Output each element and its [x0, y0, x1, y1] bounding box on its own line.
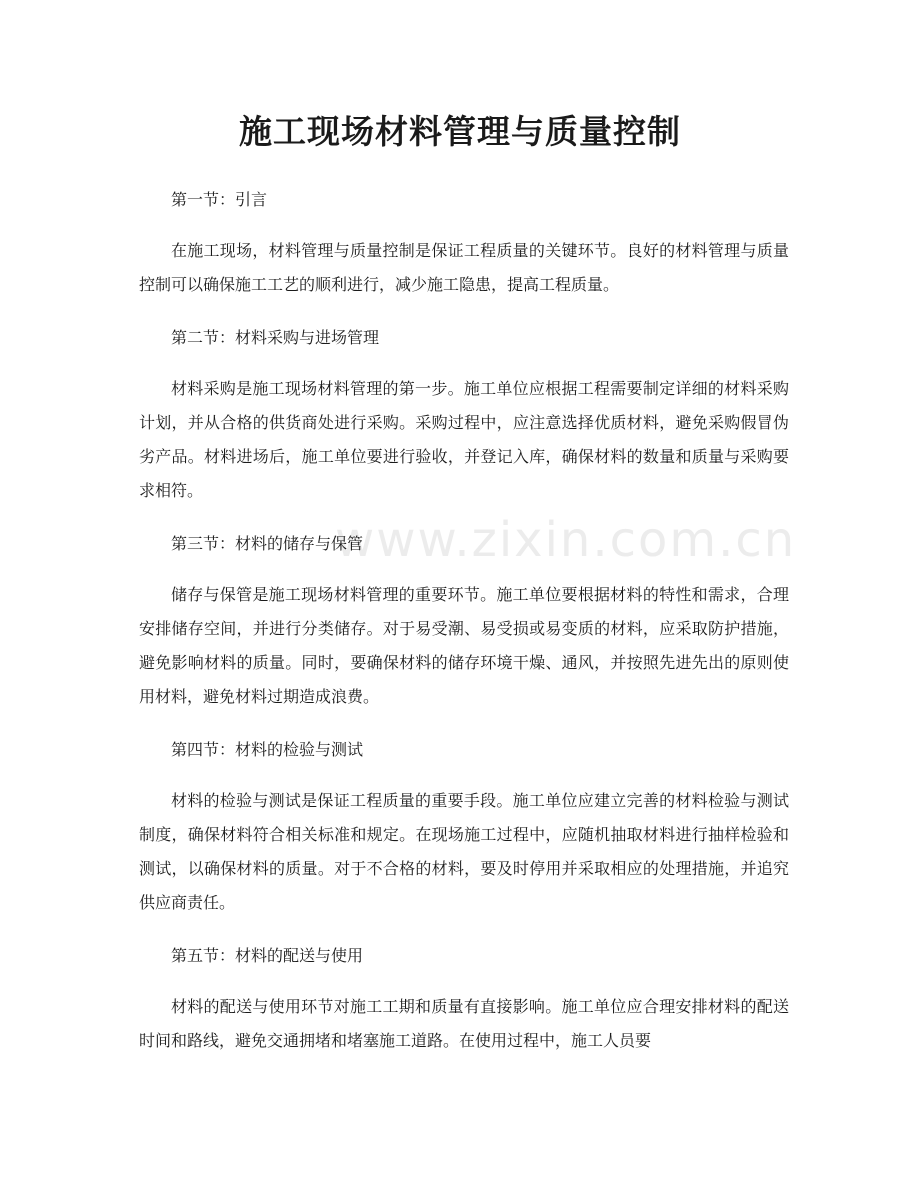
section-body-5: 材料的配送与使用环节对施工工期和质量有直接影响。施工单位应合理安排材料的配送时间和路线，避免交通拥堵和堵塞施工道路。在使用过程中，施工人员要 — [139, 997, 789, 1050]
section-heading-2: 第二节：材料采购与进场管理 — [171, 328, 380, 347]
section-body-1: 在施工现场，材料管理与质量控制是保证工程质量的关键环节。良好的材料管理与质量控制可以确保施工工艺的顺利进行，减少施工隐患，提高工程质量。 — [139, 241, 789, 294]
section-heading-1: 第一节：引言 — [171, 190, 268, 209]
section-heading-5: 第五节：材料的配送与使用 — [171, 946, 364, 965]
section-body-2: 材料采购是施工现场材料管理的第一步。施工单位应根据工程需要制定详细的材料采购计划，并从合格的供货商处进行采购。采购过程中，应注意选择优质材料，避免采购假冒伪劣产品。材料进场后，施工单位要进行验收，并登记入库，确保材料的数量和质量与采购要求相符。 — [139, 379, 789, 500]
section-heading-3: 第三节：材料的储存与保管 — [171, 534, 364, 553]
section-body-3: 储存与保管是施工现场材料管理的重要环节。施工单位要根据材料的特性和需求，合理安排储存空间，并进行分类储存。对于易受潮、易受损或易变质的材料，应采取防护措施，避免影响材料的质量。同时，要确保材料的储存环境干燥、通风，并按照先进先出的原则使用材料，避免材料过期造成浪费。 — [139, 585, 789, 706]
section-heading-4: 第四节：材料的检验与测试 — [171, 740, 364, 759]
watermark: www.zixin.com.cn — [335, 512, 797, 568]
section-body-4: 材料的检验与测试是保证工程质量的重要手段。施工单位应建立完善的材料检验与测试制度，确保材料符合相关标准和规定。在现场施工过程中，应随机抽取材料进行抽样检验和测试，以确保材料的质量。对于不合格的材料，要及时停用并采取相应的处理措施，并追究供应商责任。 — [139, 791, 789, 912]
document-title: 施工现场材料管理与质量控制 — [239, 112, 681, 151]
document-content — [139, 180, 789, 1074]
